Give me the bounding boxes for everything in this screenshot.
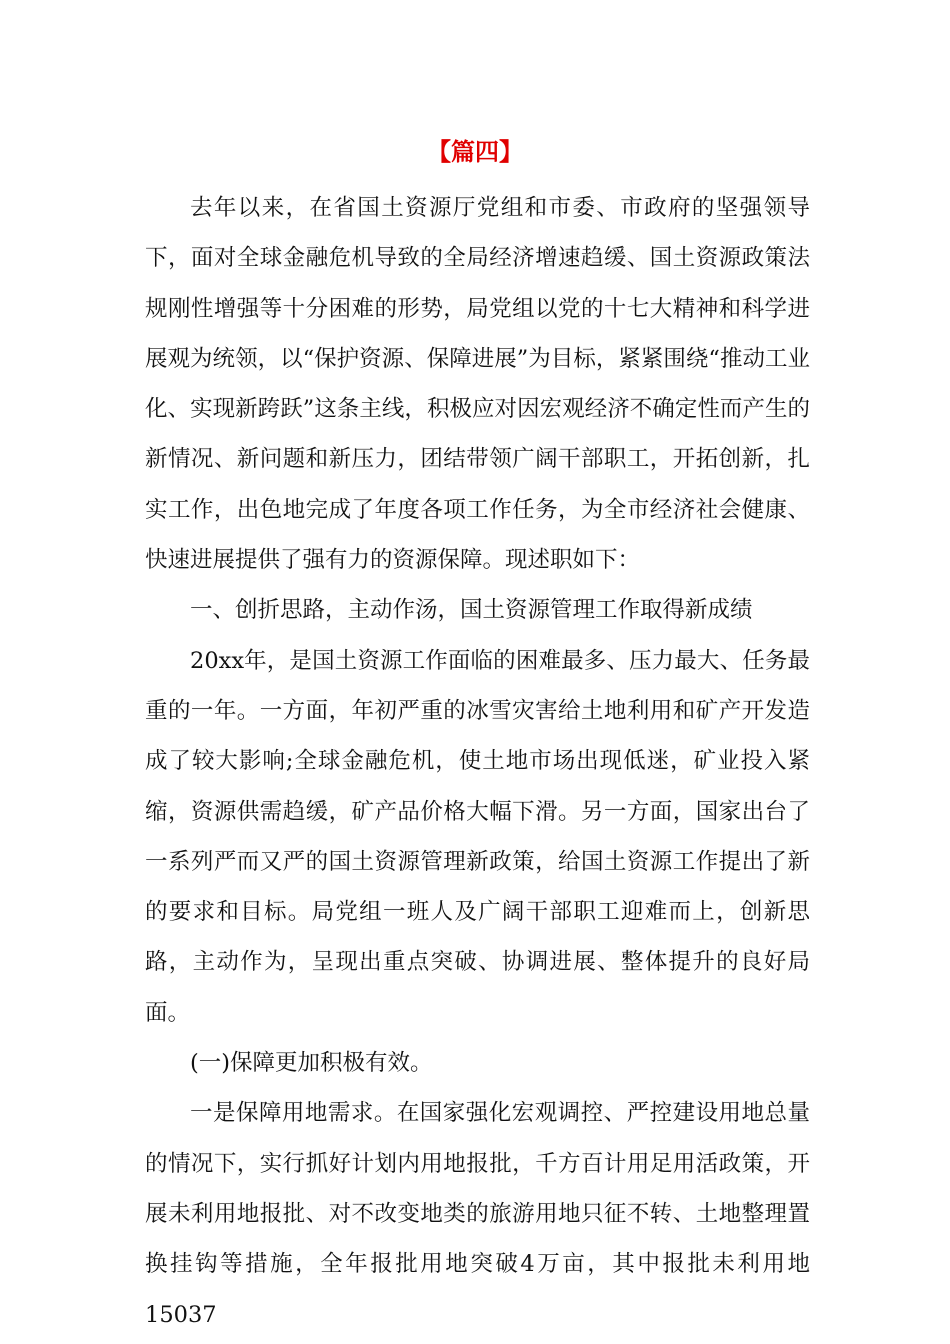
paragraph-overview: 20xx年，是国土资源工作面临的困难最多、压力最大、任务最重的一年。一方面，年初严重的冰雪灾害给土地利用和矿产开发造成了较大影响;全球金融危机，使土地市场出现低迷，矿业投入紧缩，资源供需趋缓，矿产品价格大幅下滑。另一方面，国家出台了一系列严而又严的国土资源管理新政策，给国土资源工作提出了新的要求和目标。局党组一班人及广阔干部职工迎难而上，创新思路，主动作为，呈现出重点突破、协调进展、整体提升的良好局面。 (145, 647, 810, 1026)
document-body (145, 183, 810, 1340)
subsection-heading-1: (一)保障更加积极有效。 (190, 1050, 433, 1077)
paragraph-land-demand: 一是保障用地需求。在国家强化宏观调控、严控建设用地总量的情况下，实行抓好计划内用地报批，千方百计用足用活政策，开展未利用地报批、对不改变地类的旅游用地只征不转、土地整理置换挂钩等措施，全年报批用地突破4万亩，其中报批未利用地15037 (145, 1100, 810, 1328)
document-title: 【篇四】 (427, 137, 523, 166)
paragraph-intro: 去年以来，在省国土资源厅党组和市委、市政府的坚强领导下，面对全球金融危机导致的全局经济增速趋缓、国土资源政策法规刚性增强等十分困难的形势，局党组以党的十七大精神和科学进展观为统领，以“保护资源、保障进展”为目标，紧紧围绕“推动工业化、实现新跨跃”这条主线，积极应对因宏观经济不确定性而产生的新情况、新问题和新压力，团结带领广阔干部职工，开拓创新，扎实工作，出色地完成了年度各项工作任务，为全市经济社会健康、快速进展提供了强有力的资源保障。现述职如下： (145, 195, 810, 574)
section-heading-1: 一、创折思路，主动作汤，国土资源管理工作取得新成绩 (190, 597, 753, 624)
